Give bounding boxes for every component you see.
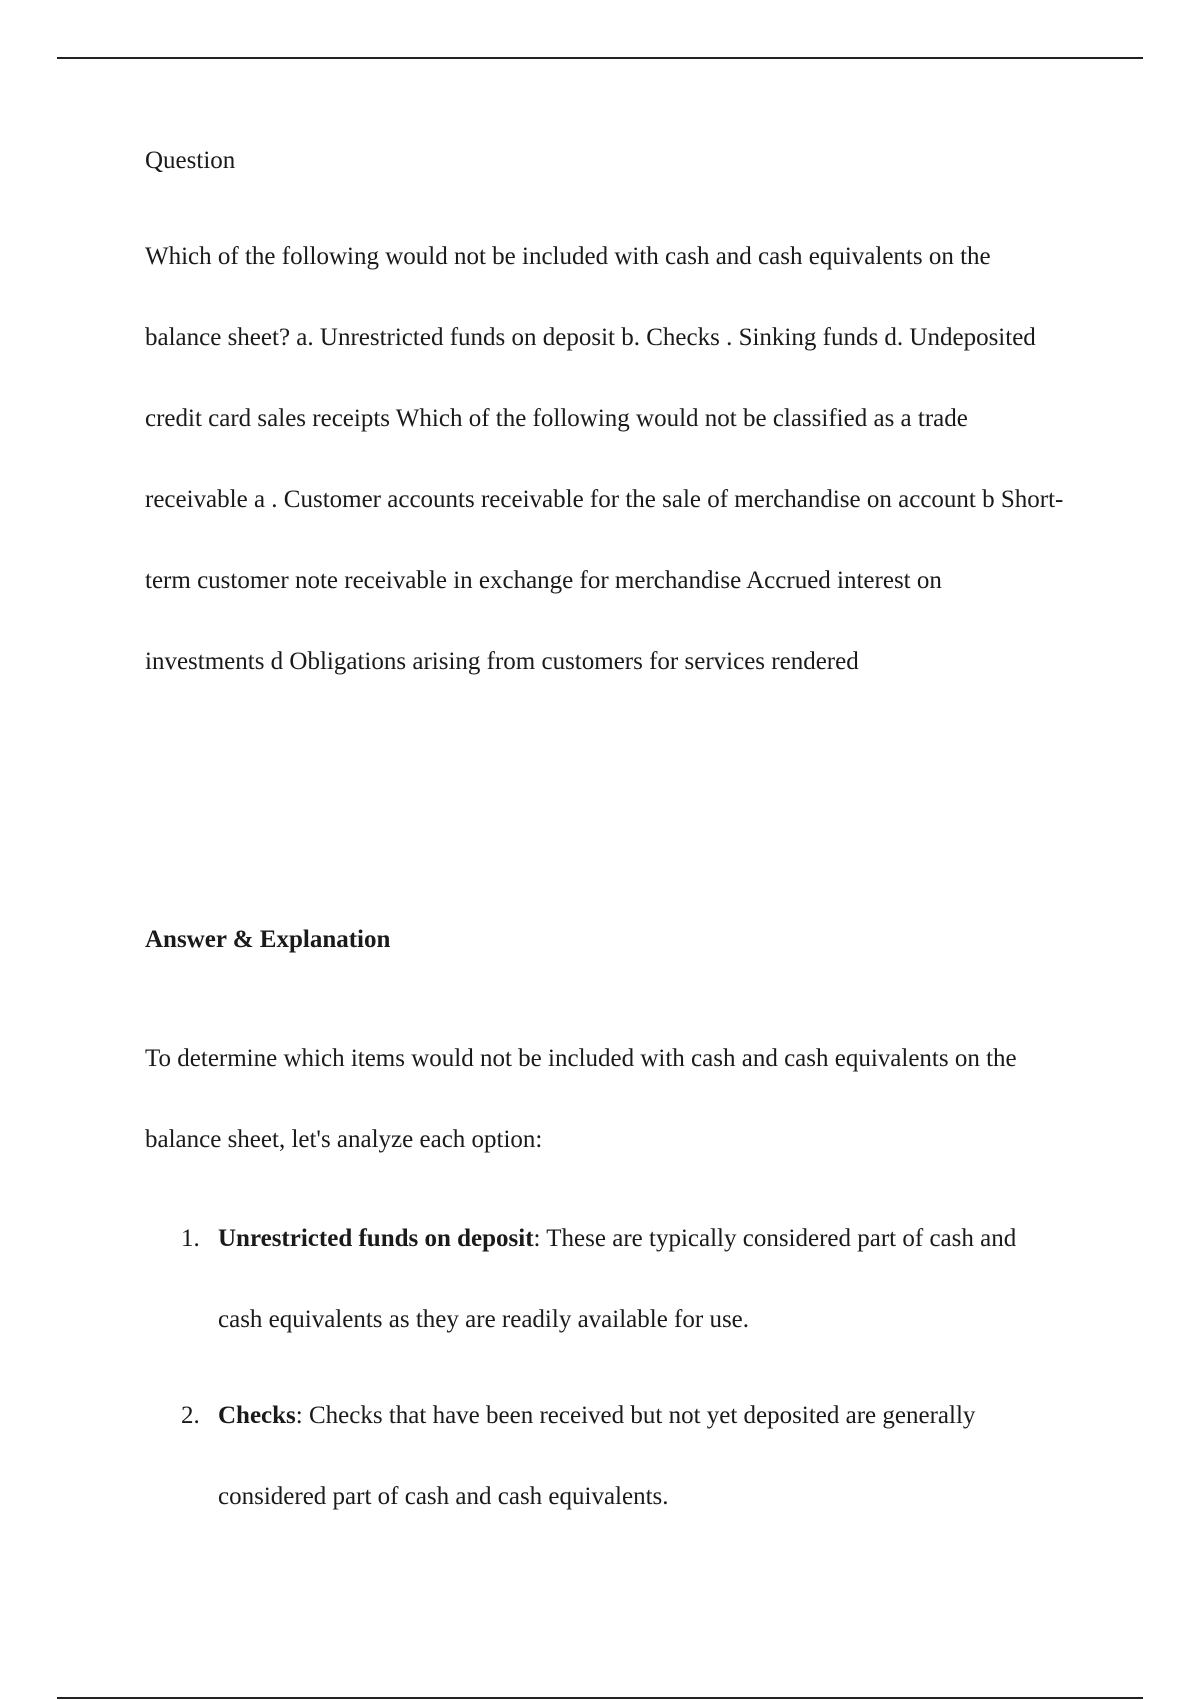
answer-intro: To determine which items would not be included with cash and cash equivalents on the balance sheet, let's analyze each option: bbox=[145, 1045, 1017, 1153]
answer-list-item bbox=[145, 1375, 1065, 1537]
bottom-rule bbox=[57, 1697, 1143, 1699]
answer-list bbox=[145, 1198, 1065, 1552]
list-item-term: Checks bbox=[218, 1402, 296, 1429]
list-item-term: Unrestricted funds on deposit bbox=[218, 1225, 534, 1252]
list-item-number: 2. bbox=[181, 1402, 200, 1429]
answer-heading: Answer & Explanation bbox=[145, 926, 391, 953]
list-item-number: 1. bbox=[181, 1225, 200, 1252]
answer-list-item bbox=[145, 1198, 1065, 1360]
top-rule bbox=[57, 57, 1143, 59]
question-label: Question bbox=[145, 147, 236, 174]
list-item-text: : These are typically considered part of cash and cash equivalents as they are readily available for use. bbox=[218, 1225, 1017, 1333]
question-text: Which of the following would not be included with cash and cash equivalents on the balance sheet? a. Unrestricted funds on deposit b. Checks . Sinking funds d. Undeposited credit card sales receipts Which of the following would not be classified as a trade receivable a . Customer accounts receivable for the sale of merchandise on account b Short-term customer note receivable in exchange for merchandise Accrued interest on investments d Obligations arising from customers for services rendered bbox=[145, 243, 1064, 675]
list-item-text: : Checks that have been received but not yet deposited are generally considered part of cash and cash equivalents. bbox=[218, 1402, 976, 1510]
